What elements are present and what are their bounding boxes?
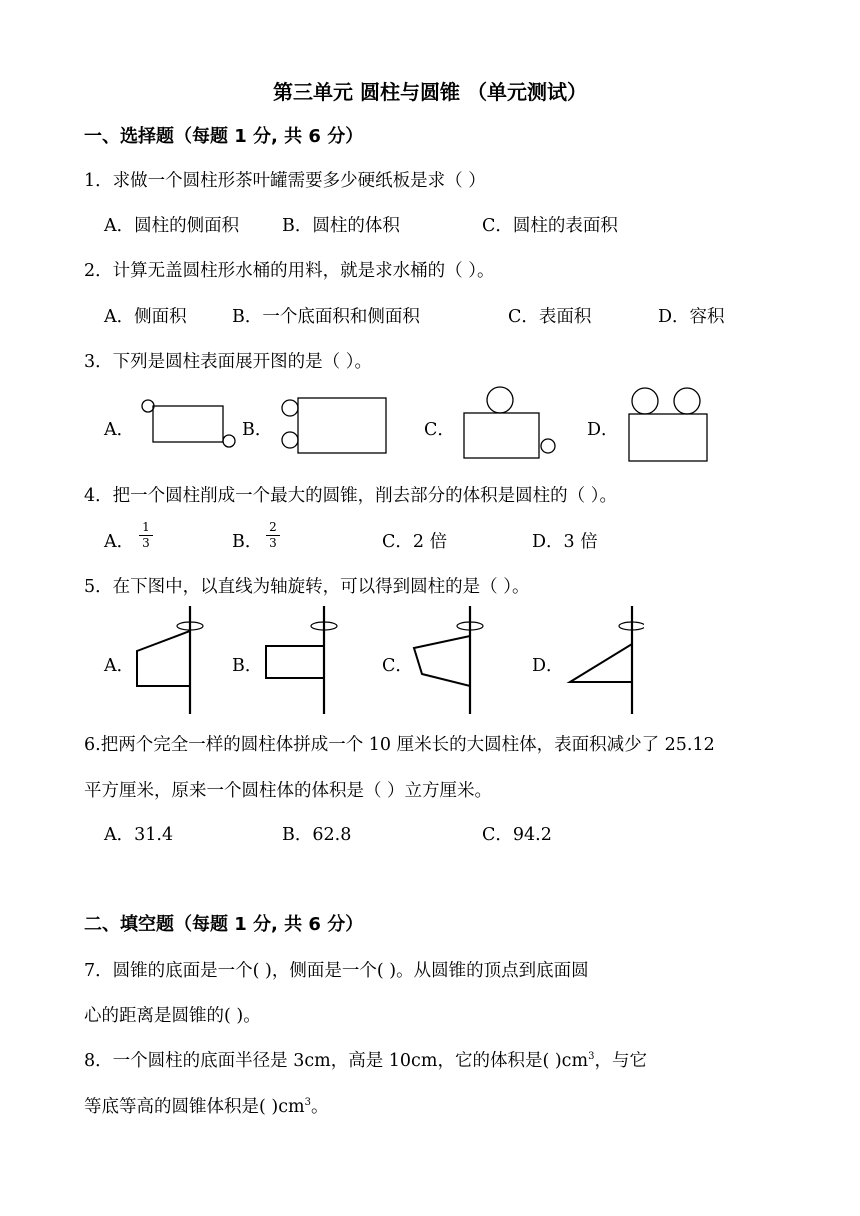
q3-option-d-label[interactable]: D． [587, 420, 619, 440]
question-text: ，与它 [594, 1051, 647, 1071]
superscript: 3 [588, 1051, 595, 1063]
trapezoid-shape [137, 631, 190, 686]
question-3 [84, 348, 372, 373]
rotation-figure-a[interactable] [130, 604, 210, 716]
question-text: 计算无盖圆柱形水桶的用料，就是求水桶的（ ）。 [112, 261, 495, 281]
rectangle-side [298, 398, 386, 453]
question-text: 把一个圆柱削成一个最大的圆锥，削去部分的体积是圆柱的（ ）。 [112, 486, 617, 506]
rectangle-side [629, 414, 707, 461]
fraction-numerator: 1 [142, 520, 150, 534]
net-figure-a[interactable] [138, 393, 242, 453]
question-5 [84, 573, 529, 598]
q5-option-d-label[interactable]: D． [532, 656, 564, 676]
question-text: 等底等高的圆锥体积是( )cm [84, 1097, 305, 1117]
question-text: 把两个完全一样的圆柱体拼成一个 10 厘米长的大圆柱体，表面积减少了 25.12 [100, 735, 715, 755]
section-heading-choice: 一、选择题（每题 1 分, 共 6 分） [84, 126, 364, 147]
fraction-denominator: 3 [142, 536, 150, 550]
q6-option-c[interactable]: C．94.2 [482, 825, 552, 845]
q4-option-b-label[interactable]: B． [232, 532, 263, 552]
q2-option-d[interactable]: D．容积 [658, 307, 725, 327]
q4-option-c[interactable]: C．2 倍 [382, 532, 448, 552]
question-1 [84, 167, 486, 192]
question-number: 1． [84, 171, 113, 191]
question-text: 8．一个圆柱的底面半径是 3cm，高是 10cm，它的体积是( )cm [84, 1051, 589, 1071]
question-text: 下列是圆柱表面展开图的是（ ）。 [112, 352, 372, 372]
circle-left [632, 388, 658, 414]
question-text: 求做一个圆柱形茶叶罐需要多少硬纸板是求（ ） [112, 171, 486, 191]
q4-option-a-label[interactable]: A． [104, 532, 135, 552]
q2-option-c[interactable]: C．表面积 [508, 307, 592, 327]
q1-option-a[interactable]: A．圆柱的侧面积 [104, 216, 240, 236]
question-7-line-1[interactable]: 7．圆锥的底面是一个( )，侧面是一个( )。从圆锥的顶点到底面圆 [84, 961, 589, 981]
net-figure-c[interactable] [460, 384, 560, 462]
triangle-shape [570, 644, 632, 682]
q2-option-b[interactable]: B．一个底面积和侧面积 [232, 307, 420, 327]
page-title: 第三单元 圆柱与圆锥 （单元测试） [273, 80, 587, 104]
q6-option-b[interactable]: B．62.8 [282, 825, 352, 845]
circle-right [674, 388, 700, 414]
q5-option-b-label[interactable]: B． [232, 656, 263, 676]
fraction-denominator: 3 [269, 536, 277, 550]
q5-option-c-label[interactable]: C． [382, 656, 413, 676]
superscript: 3 [304, 1097, 311, 1109]
fraction-numerator: 2 [269, 520, 277, 534]
q2-option-a[interactable]: A．侧面积 [104, 307, 187, 327]
question-text: 。 [311, 1097, 329, 1117]
section-heading-fill-blank: 二、填空题（每题 1 分, 共 6 分） [84, 914, 364, 935]
quadrilateral-shape [414, 636, 470, 686]
question-number: 5． [84, 577, 113, 597]
rotation-figure-d[interactable] [564, 604, 644, 716]
question-number: 6. [84, 735, 101, 755]
small-circle-top [142, 400, 154, 412]
question-text: 在下图中，以直线为轴旋转，可以得到圆柱的是（ ）。 [112, 577, 530, 597]
question-6-line-2: 平方厘米，原来一个圆柱体的体积是（ ）立方厘米。 [84, 781, 493, 801]
rotation-figure-b[interactable] [262, 604, 342, 716]
question-number: 3． [84, 352, 113, 372]
circle-top [487, 387, 513, 413]
question-number: 2． [84, 261, 113, 281]
question-2 [84, 257, 494, 282]
q3-option-a-label[interactable]: A． [104, 420, 135, 440]
q6-option-a[interactable]: A．31.4 [104, 825, 174, 845]
net-figure-b[interactable] [278, 394, 390, 458]
small-circle-bottom [223, 435, 235, 447]
question-7-line-2[interactable]: 心的距离是圆锥的( )。 [84, 1006, 261, 1026]
q4-option-d[interactable]: D．3 倍 [532, 532, 598, 552]
rotation-figure-c[interactable] [408, 604, 488, 716]
q3-option-c-label[interactable]: C． [424, 420, 455, 440]
rectangle-side [153, 406, 223, 442]
rectangle-side [464, 413, 539, 458]
question-4 [84, 482, 617, 507]
net-figure-d[interactable] [626, 385, 710, 465]
q4-option-b-fraction [266, 521, 280, 550]
question-8-line-1[interactable] [84, 1047, 647, 1072]
question-6-line-1 [84, 731, 715, 756]
question-number: 4． [84, 486, 113, 506]
circle-bottom [282, 432, 298, 448]
q1-option-c[interactable]: C．圆柱的表面积 [482, 216, 618, 236]
circle-top [282, 400, 298, 416]
q4-option-a-fraction [139, 521, 153, 550]
question-8-line-2[interactable] [84, 1093, 329, 1118]
q3-option-b-label[interactable]: B． [242, 420, 273, 440]
q5-option-a-label[interactable]: A． [104, 656, 135, 676]
rectangle-shape [266, 646, 324, 678]
circle-bottom [541, 439, 555, 453]
q1-option-b[interactable]: B．圆柱的体积 [282, 216, 400, 236]
